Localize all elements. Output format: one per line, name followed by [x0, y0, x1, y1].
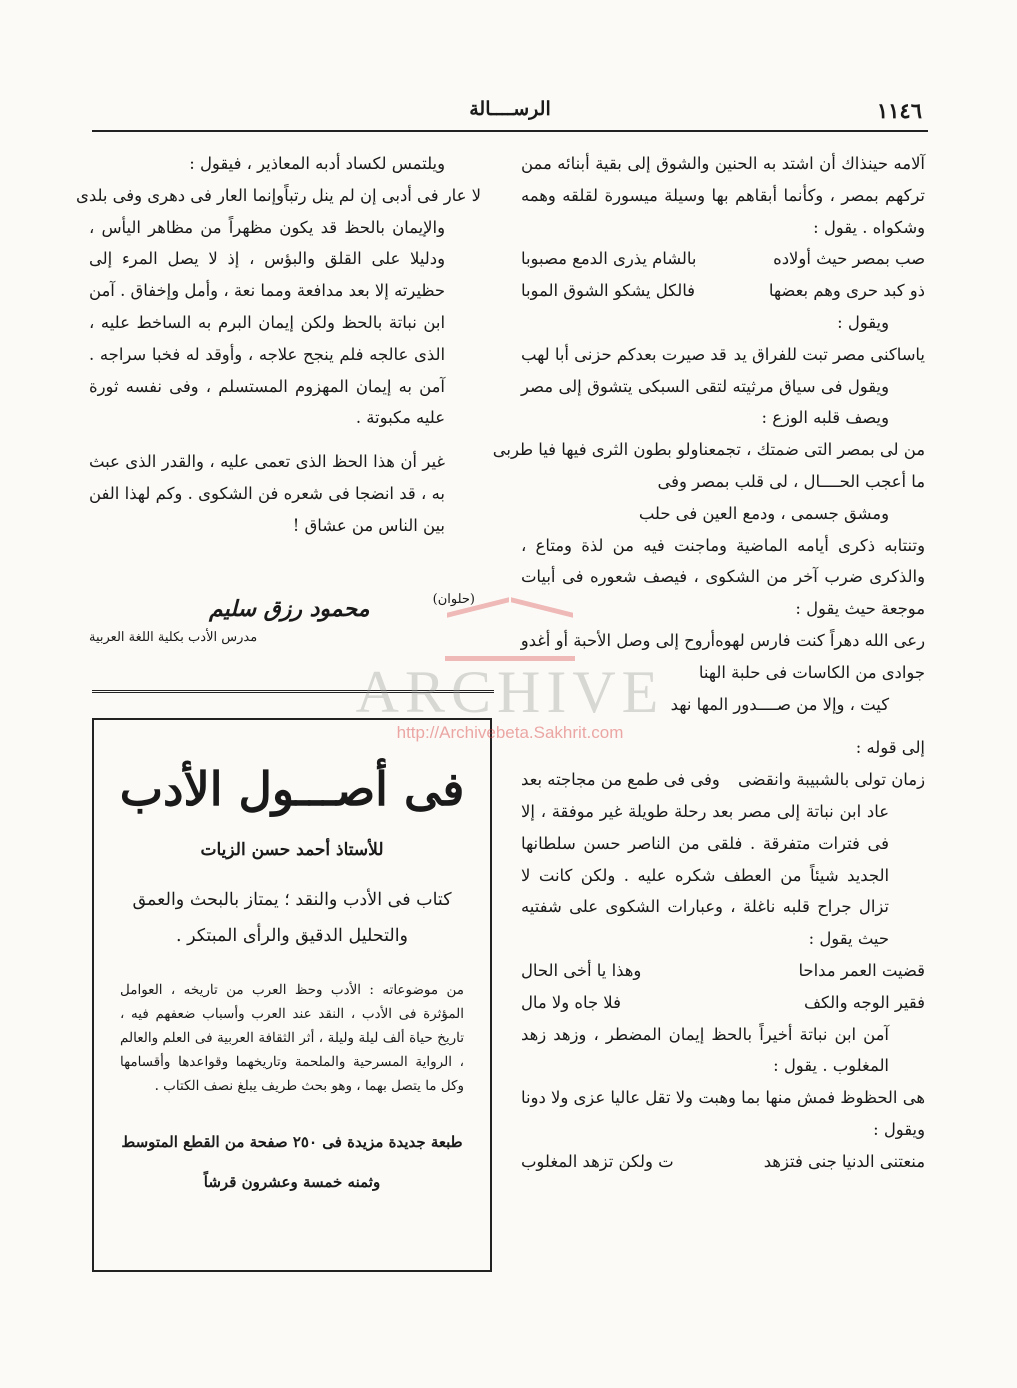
ad-title: فى أصـــول الأدب: [119, 762, 465, 816]
poem-verse: [521, 1082, 925, 1114]
paragraph: ويلتمس لكساد أدبه المعاذير ، فيقول :: [189, 154, 445, 173]
poem-verse: [521, 764, 925, 796]
poem-verse: [521, 275, 925, 307]
paragraph: آلامه حينذاك أن اشتد به الحنين والشوق إلى بقية أبنائه ممن تركهم بمصر ، وكأنما أبقاهم بها وسيلة ميسورة لقلقه وهمه وشكواه . يقول :: [521, 154, 925, 237]
verse-second-hemistich: وإنما العار فى دهرى وفى بلدى: [76, 185, 285, 205]
paragraph: ومشق جسمى ، ودمع العين فى حلب: [638, 503, 889, 523]
watermark-word: ARCHIVE: [355, 659, 665, 725]
paragraph: وتنتابه ذكرى أيامه الماضية وماجنت فيه من لذة ومتاع ، والذكرى ضرب آخر من الشكوى ، فيصف شعوره فى أبيات موجعة حيث يقول :: [521, 535, 925, 619]
verse-first-hemistich: ياساكنى مصر تبت للفراق يد: [733, 344, 925, 364]
poem-verse: [492, 434, 925, 466]
verse-first-hemistich: من لى بمصر التى ضمتك ، تجمعنا: [698, 440, 925, 460]
section-divider: [92, 690, 494, 693]
paragraph: عاد ابن نباتة إلى مصر بعد رحلة طويلة غير موفقة ، إلا فى فترات متفرقة . فلقى من الناصر حسن سلطانها الجديد شيئاً من العطف شكره عليه . ولكن كانت لا تزال جراح قلبه ناغلة ، وعبارات الشكوى على شفتيه حيث يقول :: [521, 801, 889, 949]
signature-place: (حلوان): [432, 592, 475, 607]
ad-edition: طبعة جديدة مزيدة فى ٢٥٠ صفحة من القطع المتوسط وثمنه خمسة وعشرون قرشاً: [121, 1133, 463, 1191]
verse-second-hemistich: وفى فى طمع من مجاجته بعد: [521, 770, 720, 790]
verse-second-hemistich: ولا تقل عاليا عزى ولا دونا: [521, 1088, 693, 1108]
paragraph: ويقول :: [873, 1119, 925, 1139]
poem-verse: [521, 625, 925, 657]
verse-first-hemistich: منعتنى الدنيا جنى فتزهد: [763, 1151, 925, 1171]
verse-second-hemistich: فالكل يشكو الشوق الموبا: [521, 281, 696, 301]
verse-first-hemistich: ذو كبد حرى وهم بعضها: [768, 281, 925, 301]
verse-first-hemistich: لا عار فى أدبى إن لم ينل رتباً: [284, 185, 481, 205]
verse-second-hemistich: قد صيرت بعدكم حزنى أبا لهب: [521, 344, 727, 364]
verse-first-hemistich: رعى الله دهراً كنت فارس لهوه: [715, 630, 925, 650]
paragraph: ويقول :: [837, 312, 889, 332]
paragraph: جوادى من الكاسات فى حلبة الهنا: [698, 662, 925, 682]
verse-first-hemistich: هى الحظوظ فمش منها بما وهبت: [698, 1088, 925, 1108]
ad-author: للأستاذ أحمد حسن الزيات: [200, 840, 384, 860]
paragraph: آمن ابن نباتة أخيراً بالحظ إيمان المضطر ، وزهد زهد المغلوب . يقول :: [521, 1024, 889, 1076]
verse-second-hemistich: ولو بطون الثرى فيها فيا طربى: [492, 440, 699, 460]
poem-verse: [521, 987, 925, 1019]
ad-description: كتاب فى الأدب والنقد ؛ يمتاز بالبحث والعمق والتحليل الدقيق والرأى المبتكر .: [132, 890, 452, 946]
poem-verse: [521, 466, 925, 498]
paragraph: غير أن هذا الحظ الذى تعمى عليه ، والقدر الذى عبث به ، قد انضجا فى شعره فن الشكوى . وكم لهذا الفن بين الناس من عشاق !: [89, 452, 445, 535]
page-number: ١١٤٦: [876, 98, 922, 123]
journal-title: الرســــالة: [469, 98, 551, 120]
poem-verse: [521, 1146, 925, 1178]
verse-second-hemistich: ت ولكن تزهد المغلوب: [521, 1151, 674, 1171]
signature-block: [89, 592, 481, 664]
poem-verse: [521, 339, 925, 371]
paragraph: كيت ، وإلا من صــــدور المها نهد: [670, 694, 889, 714]
author-name: محمود رزق سليم: [209, 596, 370, 622]
verse-second-hemistich: أروح إلى وصل الأحبة أو أغدو: [520, 630, 716, 650]
paragraph: إلى قوله :: [855, 738, 925, 758]
poem-verse: [521, 955, 925, 987]
paragraph-gap: [89, 434, 481, 446]
verse-second-hemistich: وهذا يا أخى الحال: [521, 960, 642, 980]
poem-verse: [76, 180, 481, 212]
page-header: [92, 96, 928, 132]
article-column-left: [76, 148, 481, 542]
book-advertisement: [92, 718, 492, 1272]
poem-verse: [521, 243, 925, 275]
ad-topics: من موضوعاته : الأدب وحظ العرب من تاريخه ، العوامل المؤثرة فى الأدب ، النقد عند العرب وأسباب ضعفهم فيه ، تاريخ حياة ألف ليلة وليلة ، أثر الثقافة العربية فى العلم والعالم ، الرواية المسرحية والملحمة وتاريخهما وقواعدها وأقسامها وكل ما يتصل بهما ، وهو بحث طريف يبلغ نصف الكتاب .: [120, 982, 464, 1094]
verse-first-hemistich: فقير الوجه والكف: [804, 992, 925, 1012]
verse-first-hemistich: صب بمصر حيث أولاده: [773, 249, 925, 269]
author-role: مدرس الأدب بكلية اللغة العربية: [89, 630, 258, 645]
verse-second-hemistich: بالشام يذرى الدمع مصبوبا: [521, 249, 697, 269]
paragraph-gap: [521, 720, 925, 732]
watermark-url: http://Archivebeta.Sakhrit.com: [396, 723, 624, 742]
paragraph: والإيمان بالحظ قد يكون مظهراً من مظاهر اليأس ، ودليلا على القلق والبؤس ، إذ لا يصل المرء إلى حظيرته إلا بعد مدافعة ومما نعة ، وأمل وإخفاق . آمن ابن نباتة بالحظ ولكن إيمان البرم به الساخط عليه ، الذى عالجه فلم ينجح علاجه ، وأوقد له فخبا سراجه . آمن به إيمان المهزوم المستسلم ، وفى نفسه ثورة عليه مكبوتة .: [89, 217, 445, 428]
paragraph: ويقول فى سياق مرثيته لتقى السبكى يتشوق إلى مصر ويصف قلبه الوزع :: [521, 376, 889, 428]
verse-second-hemistich: فلا جاه ولا مال: [521, 992, 621, 1012]
verse-first-hemistich: قضيت العمر مداحا: [798, 960, 925, 980]
verse-first-hemistich: ما أعجب الحــــال ، لى قلب بمصر وفى: [657, 471, 925, 491]
verse-first-hemistich: زمان تولى بالشبيبة وانقضى: [737, 770, 925, 790]
